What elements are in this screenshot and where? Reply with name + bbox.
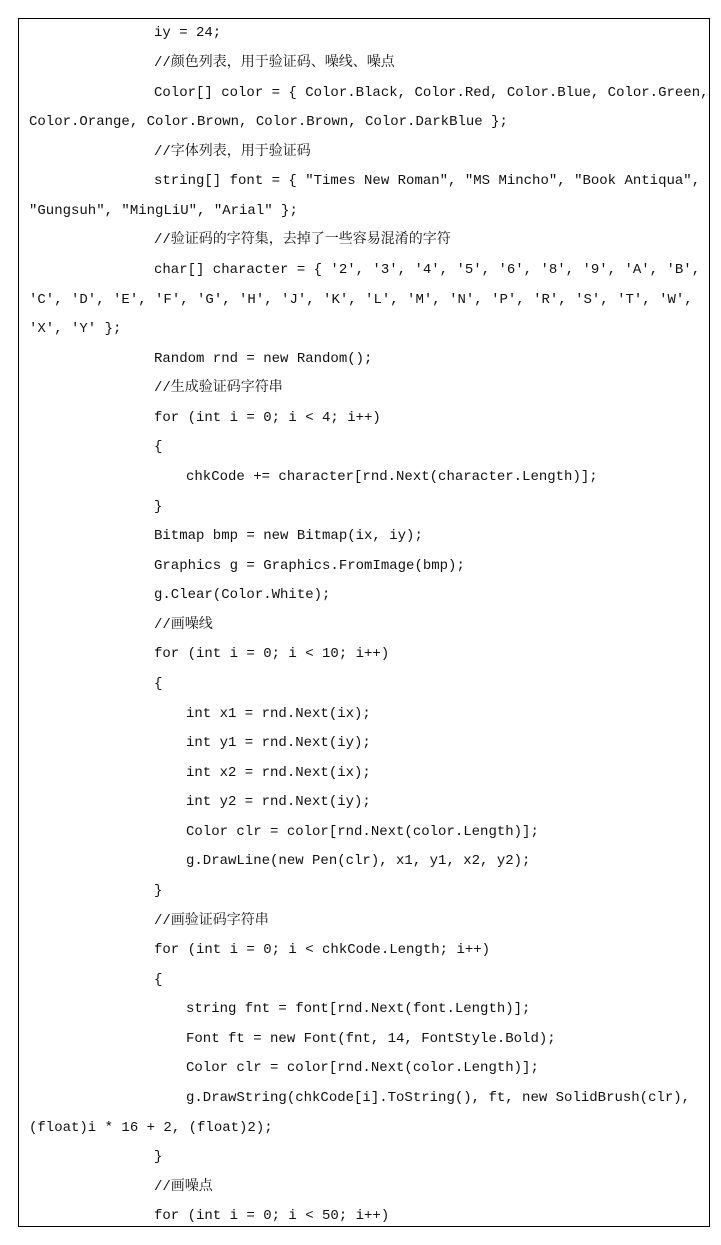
code-line: int x2 = rnd.Next(ix); xyxy=(186,765,371,781)
code-line: int x1 = rnd.Next(ix); xyxy=(186,706,371,722)
code-line: string fnt = font[rnd.Next(font.Length)]; xyxy=(186,1001,531,1017)
code-line: iy = 24; xyxy=(154,25,222,41)
code-line: 'C', 'D', 'E', 'F', 'G', 'H', 'J', 'K', 'L', 'M', 'N', 'P', 'R', 'S', 'T', 'W', xyxy=(29,292,693,308)
code-line: Color clr = color[rnd.Next(color.Length)]; xyxy=(186,824,539,840)
code-comment: //生成验证码字符串 xyxy=(154,380,283,396)
code-line: g.DrawString(chkCode[i].ToString(), ft, new SolidBrush(clr), xyxy=(186,1090,691,1106)
code-comment: //画验证码字符串 xyxy=(154,913,269,929)
code-line: { xyxy=(154,972,163,988)
code-line: for (int i = 0; i < 50; i++) xyxy=(154,1208,390,1224)
code-line: g.DrawLine(new Pen(clr), x1, y1, x2, y2); xyxy=(186,853,531,869)
code-line: for (int i = 0; i < chkCode.Length; i++) xyxy=(154,942,491,958)
code-line: Color[] color = { Color.Black, Color.Red, Color.Blue, Color.Green, xyxy=(154,85,709,101)
code-line: string[] font = { "Times New Roman", "MS Mincho", "Book Antiqua", xyxy=(154,173,701,189)
code-line: Graphics g = Graphics.FromImage(bmp); xyxy=(154,558,465,574)
code-line: Random rnd = new Random(); xyxy=(154,351,373,367)
code-line: int y1 = rnd.Next(iy); xyxy=(186,735,371,751)
code-line: { xyxy=(154,439,163,455)
code-line: { xyxy=(154,676,163,692)
code-comment: //字体列表，用于验证码 xyxy=(154,144,311,160)
code-comment: //画噪点 xyxy=(154,1179,213,1195)
code-line: "Gungsuh", "MingLiU", "Arial" }; xyxy=(29,203,298,219)
code-comment: //验证码的字符集，去掉了一些容易混淆的字符 xyxy=(154,232,451,248)
code-line: for (int i = 0; i < 10; i++) xyxy=(154,646,390,662)
code-line: Color clr = color[rnd.Next(color.Length)]; xyxy=(186,1060,539,1076)
code-line: Color.Orange, Color.Brown, Color.Brown, Color.DarkBlue }; xyxy=(29,114,508,130)
code-line: for (int i = 0; i < 4; i++) xyxy=(154,410,381,426)
code-line: g.Clear(Color.White); xyxy=(154,587,331,603)
code-comment: //画噪线 xyxy=(154,617,213,633)
code-line: char[] character = { '2', '3', '4', '5', '6', '8', '9', 'A', 'B', xyxy=(154,262,701,278)
code-line: (float)i * 16 + 2, (float)2); xyxy=(29,1120,273,1136)
code-listing-frame xyxy=(18,18,710,1227)
code-line: Bitmap bmp = new Bitmap(ix, iy); xyxy=(154,528,423,544)
code-line: } xyxy=(154,883,163,899)
code-comment: //颜色列表，用于验证码、噪线、噪点 xyxy=(154,55,395,71)
code-line: int y2 = rnd.Next(iy); xyxy=(186,794,371,810)
code-line: } xyxy=(154,1149,163,1165)
code-line: 'X', 'Y' }; xyxy=(29,321,122,337)
code-line: } xyxy=(154,499,163,515)
code-line: Font ft = new Font(fnt, 14, FontStyle.Bold); xyxy=(186,1031,556,1047)
code-line: chkCode += character[rnd.Next(character.Length)]; xyxy=(186,469,598,485)
